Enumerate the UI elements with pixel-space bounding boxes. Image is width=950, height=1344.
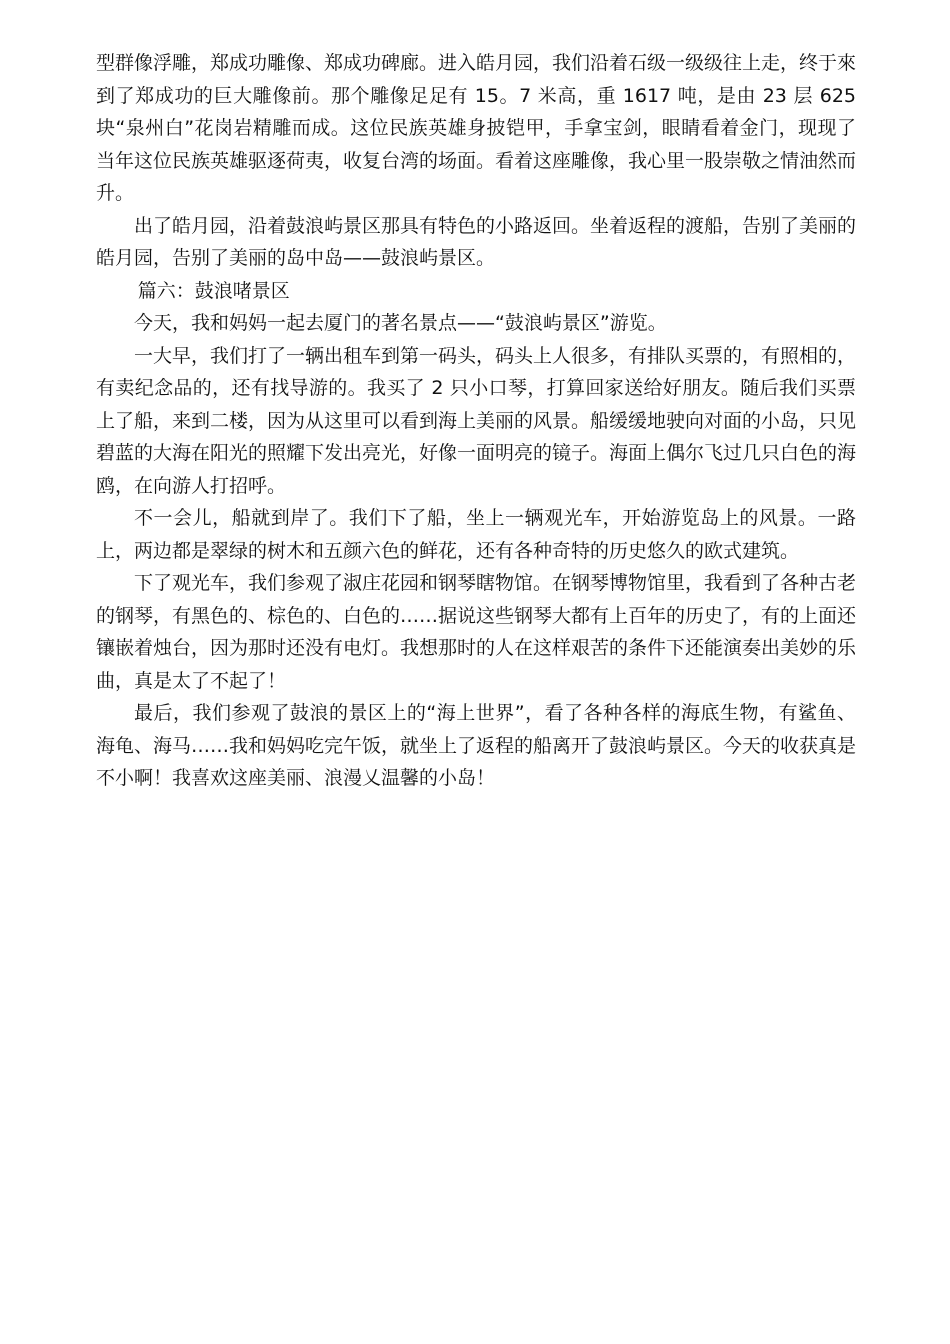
paragraph: 一大早，我们打了一辆出租车到第一码头，码头上人很多，有排队买票的，有照相的，有卖纪念品的，还有找导游的。我买了 2 只小口琴，打算回家送给好朋友。随后我们买票上了船，来到二楼，因为从这里可以看到海上美丽的风景。船缓缓地驶向对面的小岛，只见碧蓝的大海在阳光的照耀下发出亮光，好像一面明亮的镜子。海面上偶尔飞过几只白色的海鸥，在向游人打招呼。: [96, 344, 857, 497]
paragraph: 不一会儿，船就到岸了。我们下了船，坐上一辆观光车，开始游览岛上的风景。一路上，两边都是翠绿的树木和五颜六色的鲜花，还有各种奇特的历史悠久的欧式建筑。: [96, 507, 856, 562]
document-page: [96, 47, 856, 795]
paragraph: 下了观光车，我们参观了淑庄花园和钢琴瞎物馆。在钢琴博物馆里，我看到了各种古老的钢琴，有黑色的、棕色的、白色的……据说这些钢琴大都有上百年的历史了，有的上面还镶嵌着烛台，因为那时还没有电灯。我想那时的人在这样艰苦的条件下还能演奏出美妙的乐曲，真是太了不起了！: [96, 572, 857, 692]
paragraph: 今天，我和妈妈一起去厦门的著名景点——“鼓浪屿景区”游览。: [134, 312, 667, 334]
section-heading: 篇六：鼓浪啫景区: [137, 279, 290, 302]
paragraph: 最后，我们参观了鼓浪的景区上的“海上世界”，看了各种各样的海底生物，有鲨鱼、海龟、海马……我和妈妈吃完午饭，就坐上了返程的船离开了鼓浪屿景区。今天的收获真是不小啊！我喜欢这座美丽、浪漫乂温馨的小岛！: [96, 702, 857, 789]
paragraph-continuation: 型群像浮雕，郑成功雕像、郑成功碑廊。进入皓月园，我们沿着石级一级级往上走，终于來到了郑成功的巨大雕像前。那个雕像足足有 15。7 米高，重 1617 吨，是由 23 层 625 块“泉州白”花岗岩精雕而成。这位民族英雄身披铠甲，手拿宝剑，眼睛看着金门，现现了当年这位民族英雄驱逐荷夷，收复台湾的场面。看着这座雕像，我心里一股崇敬之情油然而升。: [96, 52, 857, 204]
paragraph: 出了皓月园，沿着鼓浪屿景区那具有特色的小路返回。坐着返程的渡船，告别了美丽的皓月园，告别了美丽的岛中岛——鼓浪屿景区。: [96, 214, 857, 269]
